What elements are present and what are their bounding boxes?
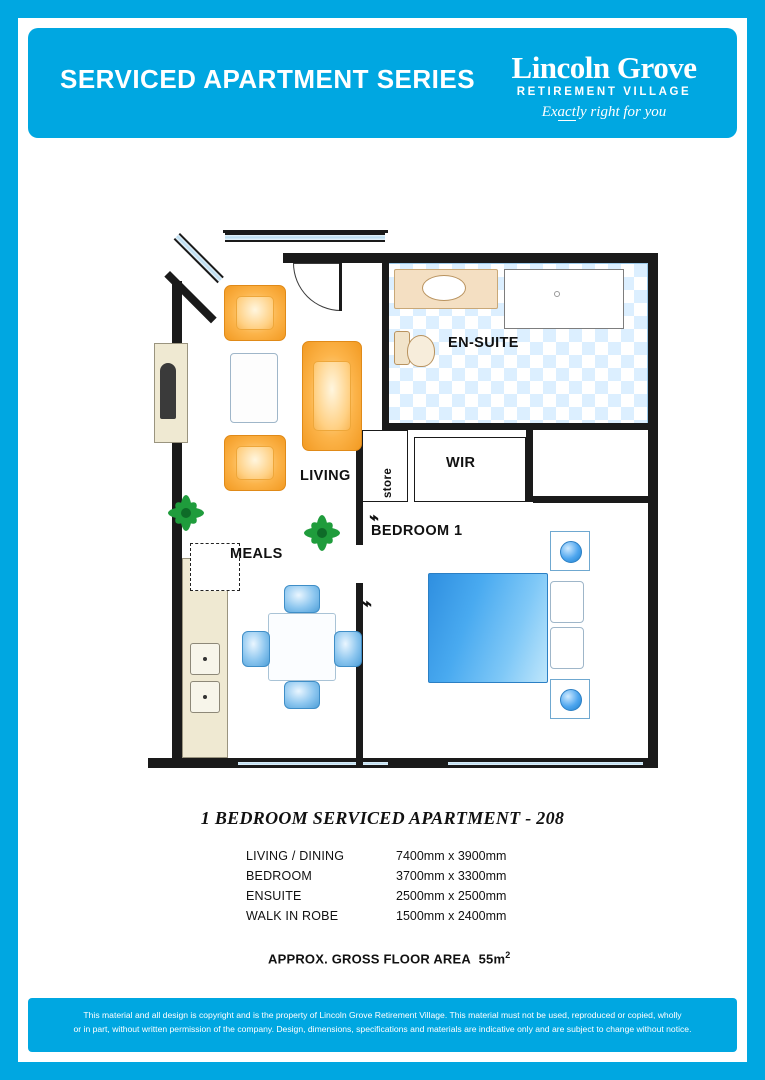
room-dimension: 1500mm x 2400mm bbox=[396, 909, 507, 923]
plant-centre-icon bbox=[302, 513, 336, 547]
kitchen-sink-right bbox=[190, 681, 220, 713]
label-meals: MEALS bbox=[230, 546, 283, 562]
floor-plan bbox=[118, 213, 658, 778]
wall-entry-jamb bbox=[283, 253, 389, 263]
window-bottom-right bbox=[448, 760, 643, 767]
table-row bbox=[246, 846, 506, 866]
dining-chair-left bbox=[242, 631, 270, 667]
bedside-lamp-bottom-icon bbox=[560, 689, 582, 711]
dining-table bbox=[268, 613, 336, 681]
wall-bedroom-top bbox=[533, 496, 648, 503]
brand-name: Lincoln Grove bbox=[511, 50, 697, 85]
wall-top-left bbox=[223, 230, 388, 233]
room-name: WALK IN ROBE bbox=[246, 909, 339, 923]
brand-tag-underlined: act bbox=[557, 104, 576, 120]
entry-door-leaf bbox=[339, 263, 342, 311]
brand-tagline bbox=[489, 104, 719, 121]
armchair-top bbox=[224, 285, 286, 341]
hall-door-swing-icon: ⌁ bbox=[369, 507, 380, 529]
room-dimension: 2500mm x 2500mm bbox=[396, 889, 507, 903]
pillow-bottom bbox=[550, 627, 584, 669]
toilet-pan-icon bbox=[407, 335, 435, 367]
shower-drain-icon bbox=[554, 291, 560, 297]
sofa-right-cushion bbox=[313, 361, 350, 430]
window-bottom-left bbox=[238, 760, 388, 767]
footer-disclaimer bbox=[28, 998, 737, 1052]
gfa-value: 55m bbox=[478, 951, 506, 967]
wall-wir-right bbox=[526, 430, 533, 502]
armchair-bottom-cushion bbox=[236, 446, 274, 481]
armchair-top-cushion bbox=[236, 296, 274, 331]
table-row bbox=[246, 906, 506, 926]
brand-tag-pre: Ex bbox=[541, 104, 558, 120]
dining-chair-bottom bbox=[284, 681, 320, 709]
label-living: LIVING bbox=[300, 468, 351, 484]
gfa-unit: 2 bbox=[505, 950, 511, 960]
room-dimension: 3700mm x 3300mm bbox=[396, 869, 507, 883]
label-bedroom: BEDROOM 1 bbox=[371, 523, 463, 539]
footer-line-1: This material and all design is copyright and is the property of Lincoln Grove Retirement Village. This material must not be used, reproduced or copied, wholly bbox=[83, 1010, 682, 1020]
footer-line-2: or in part, without written permission of the company. Design, dimensions, specifications and materials are indicative only and are subject to change without notice. bbox=[73, 1023, 692, 1034]
gfa-label: APPROX. GROSS FLOOR AREA bbox=[268, 951, 471, 967]
window-bay-top bbox=[225, 233, 385, 242]
wir-shelf bbox=[414, 430, 526, 438]
bed bbox=[428, 573, 548, 683]
entry-door-swing bbox=[293, 263, 341, 311]
wall-ensuite-left bbox=[382, 263, 389, 428]
gross-floor-area bbox=[268, 950, 510, 966]
bedroom-door-swing-icon: ⌁ bbox=[362, 593, 373, 615]
brand-tag-post: ly right for you bbox=[575, 104, 667, 120]
label-ensuite: EN-SUITE bbox=[448, 335, 519, 351]
table-row bbox=[246, 866, 506, 886]
room-name: ENSUITE bbox=[246, 889, 302, 903]
room-name: LIVING / DINING bbox=[246, 849, 345, 863]
room-name: BEDROOM bbox=[246, 869, 312, 883]
kitchen-sink-left bbox=[190, 643, 220, 675]
brand-logo bbox=[489, 52, 719, 121]
shower-recess bbox=[504, 269, 624, 329]
header-banner bbox=[28, 28, 737, 138]
window-bay-diagonal bbox=[174, 233, 224, 283]
dining-chair-right bbox=[334, 631, 362, 667]
room-schedule bbox=[246, 846, 506, 926]
basin-icon bbox=[422, 275, 466, 301]
armchair-bottom bbox=[224, 435, 286, 491]
brand-subtitle: RETIREMENT VILLAGE bbox=[516, 86, 692, 98]
wall-right bbox=[648, 253, 658, 768]
bedside-lamp-top-icon bbox=[560, 541, 582, 563]
page-inner bbox=[18, 18, 747, 1062]
wall-top bbox=[388, 253, 658, 263]
table-row bbox=[246, 886, 506, 906]
coffee-table bbox=[230, 353, 278, 423]
page-title: SERVICED APARTMENT SERIES bbox=[60, 64, 476, 94]
dining-chair-top bbox=[284, 585, 320, 613]
wall-ensuite-bottom bbox=[382, 423, 648, 430]
plant-left-icon bbox=[166, 493, 200, 527]
label-wir: WIR bbox=[446, 455, 476, 471]
plan-title: 1 BEDROOM SERVICED APARTMENT - 208 bbox=[200, 808, 565, 828]
pillow-top bbox=[550, 581, 584, 623]
room-dimension: 7400mm x 3900mm bbox=[396, 849, 507, 863]
tv-screen-icon bbox=[160, 363, 176, 419]
sofa-right bbox=[302, 341, 362, 451]
label-store: store bbox=[382, 467, 394, 498]
